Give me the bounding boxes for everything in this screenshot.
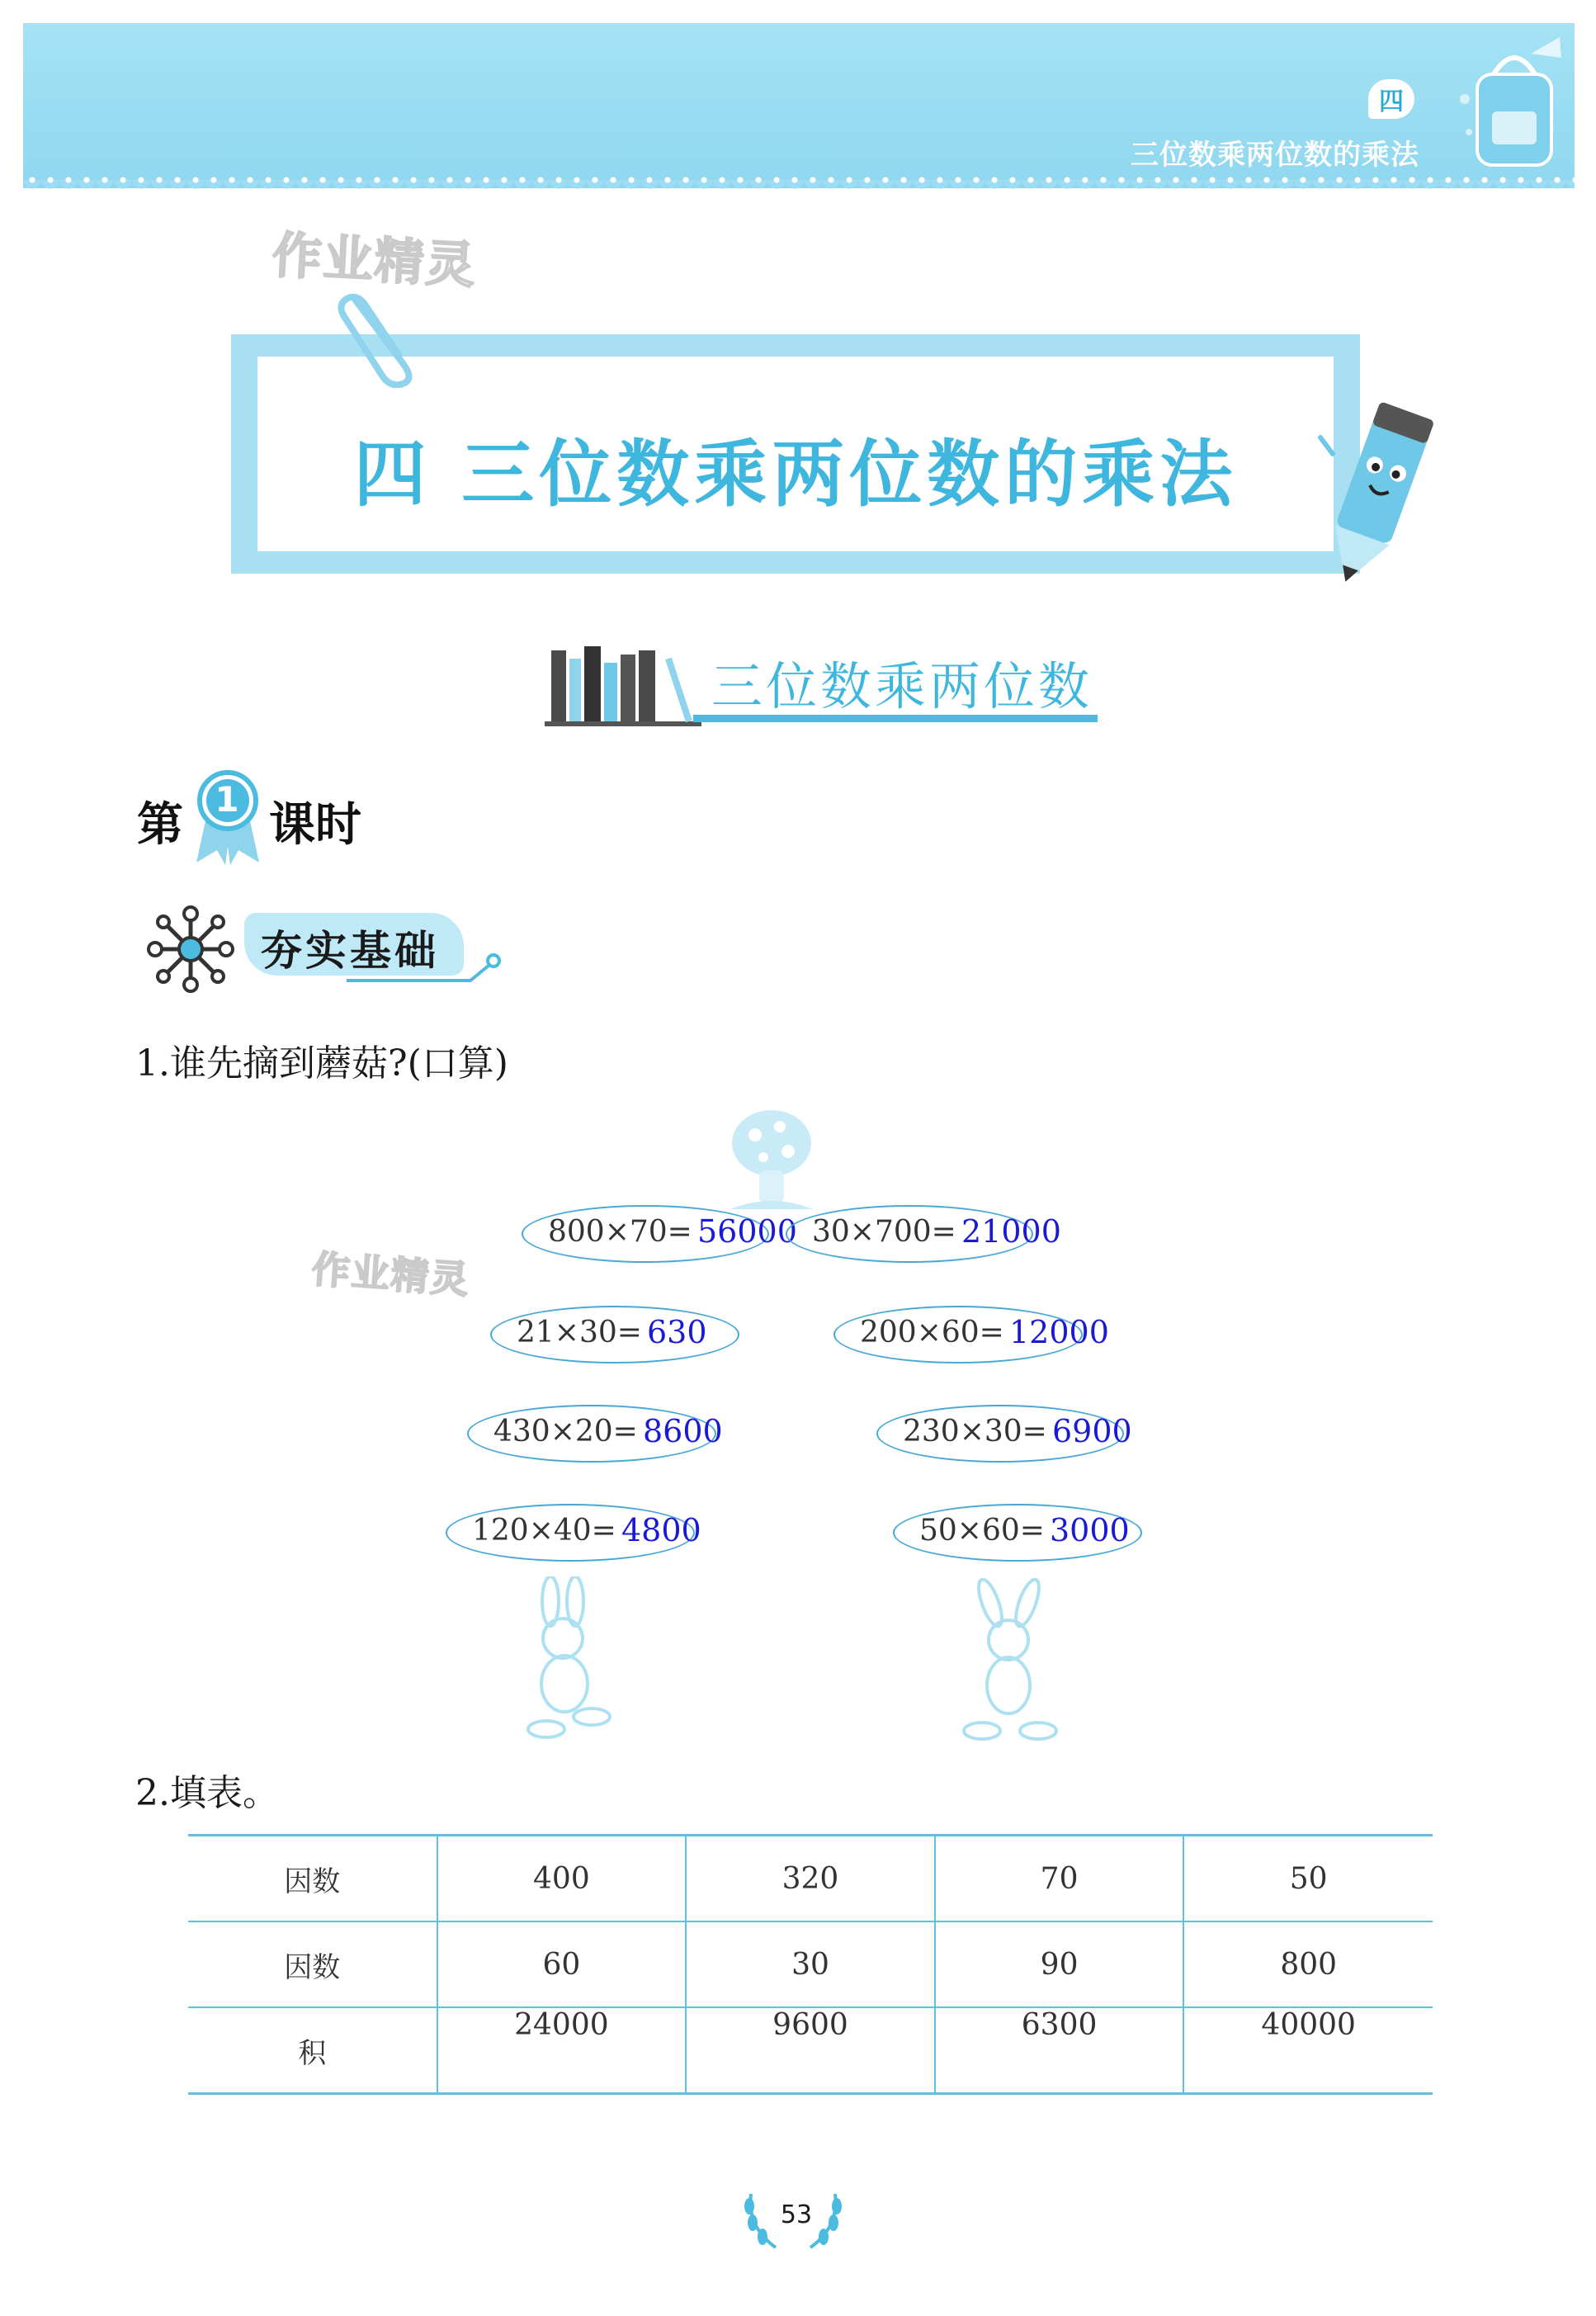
answer-cell[interactable]: 24000 — [437, 2007, 687, 2094]
oral-calc-answer[interactable]: 56000 — [697, 1213, 797, 1250]
table-cell: 320 — [686, 1836, 935, 1922]
oral-calc-answer[interactable]: 8600 — [643, 1413, 723, 1449]
oral-calc-expression: 120×40= — [472, 1514, 616, 1548]
answer-cell[interactable]: 6300 — [935, 2007, 1184, 2094]
rabbit-icon — [505, 1576, 629, 1742]
table-row — [188, 1836, 1433, 1922]
answer-cell[interactable]: 40000 — [1183, 2007, 1433, 2094]
oral-calc-expression: 230×30= — [903, 1415, 1047, 1449]
table-cell: 70 — [935, 1836, 1184, 1922]
oral-calc-expression: 430×20= — [493, 1415, 638, 1449]
question-1-title: 1.谁先摘到蘑菇?(口算) — [135, 1042, 508, 1085]
mushroom-icon — [726, 1106, 817, 1213]
watermark: 作业精灵 — [271, 226, 479, 295]
books-icon — [545, 642, 701, 730]
table-cell: 50 — [1183, 1836, 1433, 1922]
row-label: 因数 — [284, 1950, 341, 1984]
watermark: 作业精灵 — [310, 1246, 472, 1302]
rabbit-icon — [949, 1578, 1073, 1743]
chapter-title: 四 三位数乘两位数的乘法 — [353, 432, 1238, 517]
lesson-number: 1 — [215, 779, 239, 820]
oral-calc-answer[interactable]: 4800 — [621, 1512, 701, 1548]
oral-calc-answer[interactable]: 21000 — [961, 1213, 1061, 1250]
header-subtitle: 三位数乘两位数的乘法 — [1131, 139, 1419, 172]
oral-calc-expression: 50×60= — [919, 1514, 1045, 1548]
table-cell: 800 — [1183, 1921, 1433, 2007]
oral-calc-expression: 200×60= — [860, 1316, 1004, 1349]
basics-label: 夯实基础 — [261, 927, 439, 975]
header-dot-border — [23, 177, 1575, 183]
paperclip-icon — [337, 281, 427, 388]
table-row — [188, 1921, 1433, 2007]
school-bag-icon — [1452, 33, 1568, 173]
oral-calc-expression: 800×70= — [548, 1215, 692, 1249]
question-2-title: 2.填表。 — [135, 1772, 279, 1814]
fill-table — [188, 1834, 1433, 2095]
connector-line — [347, 949, 503, 999]
chapter-badge: 四 — [1368, 79, 1414, 119]
oral-calc-expression: 30×700= — [812, 1215, 956, 1249]
lesson-suffix: 课时 — [269, 798, 361, 852]
oral-calc-answer[interactable]: 3000 — [1050, 1512, 1130, 1548]
section-title: 三位数乘两位数 — [711, 656, 1093, 716]
network-icon — [145, 904, 236, 995]
table-cell: 30 — [686, 1921, 935, 2007]
oral-calc-expression: 21×30= — [517, 1316, 642, 1349]
oral-calc-answer[interactable]: 630 — [647, 1314, 707, 1350]
table-cell: 90 — [935, 1921, 1184, 2007]
lesson-prefix: 第 — [137, 798, 183, 852]
oral-calc-answer[interactable]: 12000 — [1009, 1314, 1109, 1350]
pencil-mascot-icon — [1304, 388, 1444, 594]
table-cell: 400 — [437, 1836, 687, 1922]
table-cell: 60 — [437, 1921, 687, 2007]
laurel-icon — [802, 2186, 852, 2252]
oral-calc-answer[interactable]: 6900 — [1052, 1413, 1132, 1449]
row-label: 因数 — [284, 1865, 341, 1898]
table-row — [188, 2007, 1433, 2094]
page-number: 53 — [780, 2200, 813, 2229]
row-label: 积 — [298, 2036, 327, 2070]
answer-cell[interactable]: 9600 — [686, 2007, 935, 2094]
